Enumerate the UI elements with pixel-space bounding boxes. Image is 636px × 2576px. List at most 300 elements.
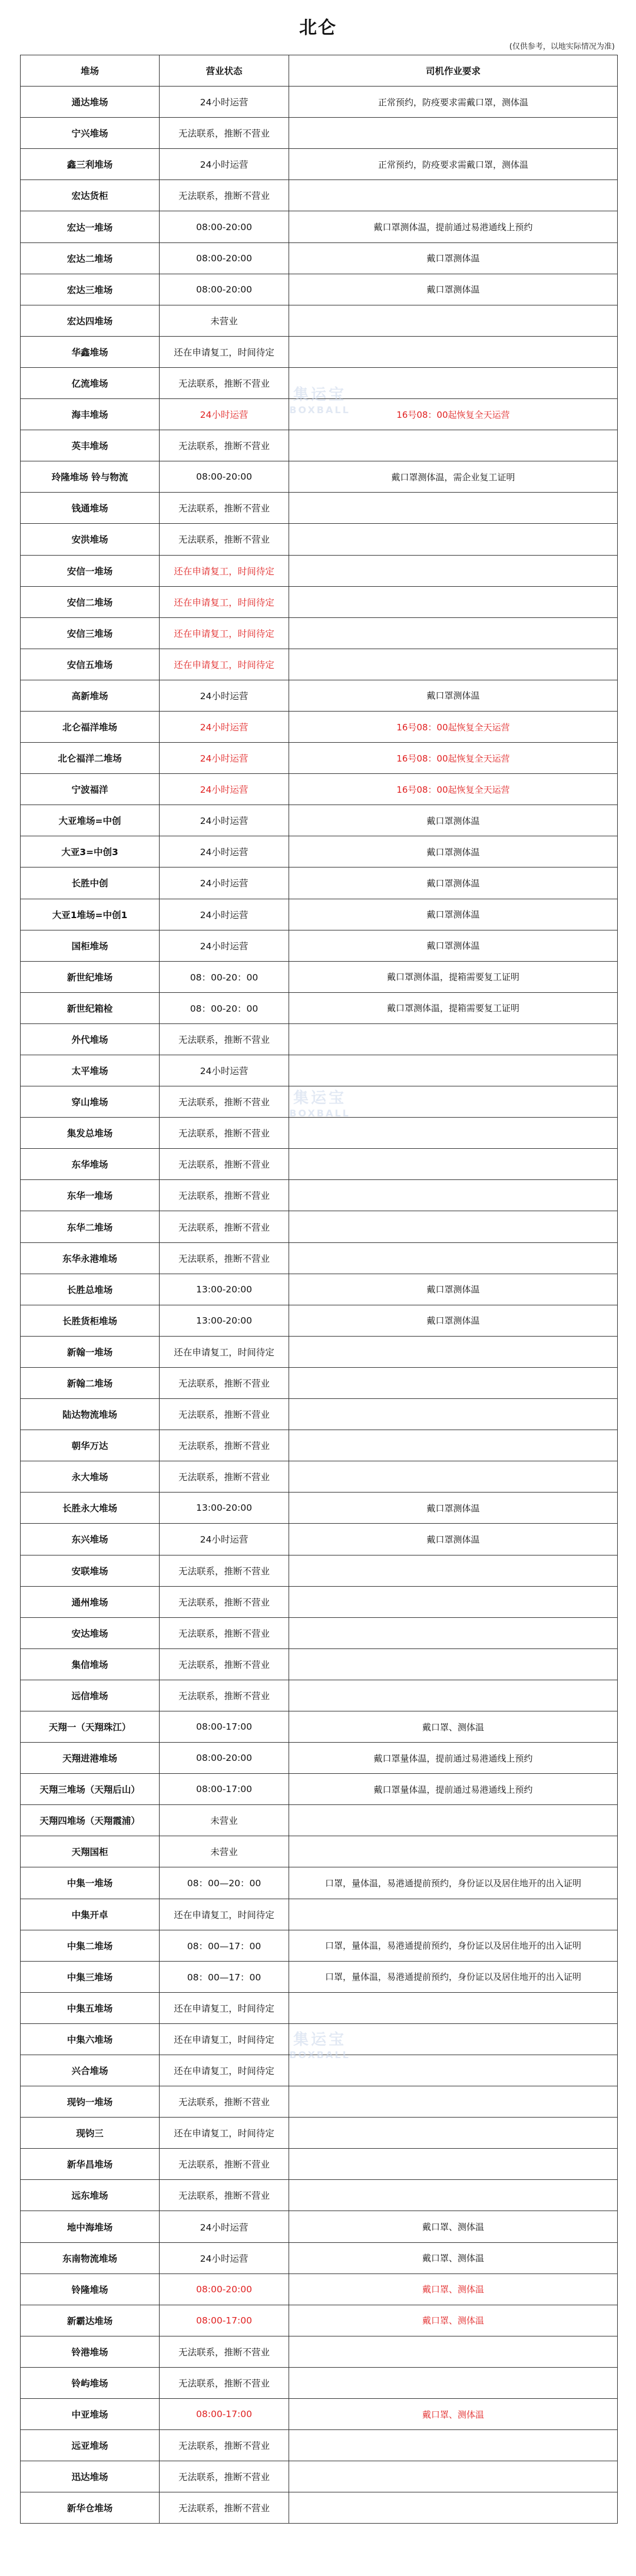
table-row [21,1305,618,1336]
table-row [21,2118,618,2149]
status-cell: 无法联系，推断不营业 [160,1211,289,1242]
requirements-cell: 16号08：00起恢复全天运营 [289,399,618,430]
table-row [21,2461,618,2492]
yard-name-cell: 宏达一堆场 [21,211,160,242]
yard-name-cell: 大亚3=中创3 [21,836,160,867]
table-row [21,836,618,867]
status-cell: 08:00-20:00 [160,461,289,493]
requirements-cell [289,2023,618,2055]
requirements-cell [289,1023,618,1055]
yard-name-cell: 安洪堆场 [21,524,160,555]
status-cell: 无法联系，推断不营业 [160,1461,289,1493]
yard-name-cell: 英丰堆场 [21,430,160,461]
status-cell: 13:00-20:00 [160,1305,289,1336]
table-row [21,1867,618,1899]
table-row [21,680,618,711]
table-row [21,1961,618,1992]
yard-name-cell: 国柜堆场 [21,930,160,961]
requirements-cell: 戴口罩、测体温 [289,1711,618,1742]
status-cell: 无法联系，推断不营业 [160,1430,289,1461]
table-row [21,2273,618,2305]
yard-name-cell: 安信五堆场 [21,649,160,680]
yard-name-cell: 东华二堆场 [21,1211,160,1242]
table-row [21,1555,618,1586]
status-cell: 13:00-20:00 [160,1274,289,1305]
table-row [21,2367,618,2398]
requirements-cell: 戴口罩测体温 [289,899,618,930]
table-row [21,1055,618,1086]
requirements-cell: 正常预约，防疫要求需戴口罩，测体温 [289,87,618,118]
table-row [21,586,618,617]
status-cell: 无法联系，推断不营业 [160,2336,289,2367]
requirements-cell [289,524,618,555]
table-row [21,430,618,461]
table-row [21,555,618,586]
requirements-cell [289,649,618,680]
requirements-cell: 戴口罩测体温 [289,242,618,274]
table-row [21,149,618,180]
yard-name-cell: 安信二堆场 [21,586,160,617]
status-cell: 08:00-20:00 [160,211,289,242]
table-row [21,805,618,836]
yard-name-cell: 中亚堆场 [21,2399,160,2430]
table-row [21,2180,618,2211]
yard-name-cell: 中集五堆场 [21,1992,160,2023]
table-row [21,524,618,555]
yard-name-cell: 安联堆场 [21,1555,160,1586]
status-cell: 还在申请复工，时间待定 [160,1336,289,1367]
yard-name-cell: 天翔一（天翔珠江） [21,1711,160,1742]
requirements-cell [289,1149,618,1180]
status-cell: 无法联系，推断不营业 [160,2367,289,2398]
watermark-logo: 集运宝 BOXBALL [289,2031,350,2060]
status-cell: 未营业 [160,305,289,336]
yard-name-cell: 天翔四堆场（天翔霞浦） [21,1805,160,1836]
requirements-cell [289,1648,618,1680]
status-cell: 无法联系，推断不营业 [160,493,289,524]
status-cell: 还在申请复工，时间待定 [160,555,289,586]
status-cell: 24小时运营 [160,149,289,180]
yard-name-cell: 铃港堆场 [21,2336,160,2367]
status-cell: 24小时运营 [160,836,289,867]
yard-name-cell: 中集三堆场 [21,1961,160,1992]
status-cell: 未营业 [160,1805,289,1836]
table-row [21,1149,618,1180]
yard-name-cell: 新世纪箱检 [21,992,160,1023]
status-cell: 无法联系，推断不营业 [160,2492,289,2524]
header-status: 营业状态 [160,55,289,87]
yard-name-cell: 新华仓堆场 [21,2492,160,2524]
requirements-cell: 正常预约，防疫要求需戴口罩，测体温 [289,149,618,180]
status-cell: 13:00-20:00 [160,1493,289,1524]
requirements-cell [289,1586,618,1617]
requirements-cell [289,430,618,461]
yard-name-cell: 玲隆堆场 铃与物流 [21,461,160,493]
yard-name-cell: 迅达堆场 [21,2461,160,2492]
table-row [21,399,618,430]
yard-name-cell: 穿山堆场 [21,1086,160,1118]
requirements-cell [289,2118,618,2149]
status-cell: 无法联系，推断不营业 [160,1617,289,1648]
requirements-cell [289,118,618,149]
yard-name-cell: 长胜货柜堆场 [21,1305,160,1336]
yard-name-cell: 亿流堆场 [21,367,160,398]
requirements-cell [289,1461,618,1493]
requirements-cell [289,2180,618,2211]
status-cell: 无法联系，推断不营业 [160,367,289,398]
status-cell: 08:00-17:00 [160,1774,289,1805]
requirements-cell [289,2055,618,2086]
yard-name-cell: 铃屿堆场 [21,2367,160,2398]
requirements-cell [289,1805,618,1836]
table-row [21,2492,618,2524]
table-row [21,1805,618,1836]
status-cell: 08：00—20：00 [160,1867,289,1899]
requirements-cell [289,1899,618,1930]
status-cell: 无法联系，推断不营业 [160,1555,289,1586]
status-cell: 还在申请复工，时间待定 [160,617,289,649]
requirements-cell [289,493,618,524]
status-cell: 08:00-20:00 [160,2273,289,2305]
table-row [21,118,618,149]
requirements-cell: 戴口罩、测体温 [289,2305,618,2336]
status-cell: 无法联系，推断不营业 [160,2149,289,2180]
table-row [21,2055,618,2086]
status-cell: 还在申请复工，时间待定 [160,586,289,617]
table-row [21,1242,618,1274]
table-row [21,617,618,649]
requirements-cell: 戴口罩测体温，提前通过易港通线上预约 [289,211,618,242]
status-cell: 无法联系，推断不营业 [160,1399,289,1430]
table-row [21,367,618,398]
table-row [21,867,618,899]
yard-name-cell: 远亚堆场 [21,2430,160,2461]
status-cell: 无法联系，推断不营业 [160,1149,289,1180]
requirements-cell: 戴口罩测体温 [289,867,618,899]
requirements-cell [289,1836,618,1867]
table-row [21,1711,618,1742]
table-row [21,743,618,774]
yard-name-cell: 新霸达堆场 [21,2305,160,2336]
status-cell: 无法联系，推断不营业 [160,180,289,211]
requirements-cell [289,367,618,398]
status-cell: 08:00-20:00 [160,274,289,305]
status-cell: 24小时运营 [160,867,289,899]
table-row [21,305,618,336]
status-cell: 24小时运营 [160,2242,289,2273]
table-row [21,2399,618,2430]
requirements-cell [289,180,618,211]
yard-name-cell: 长胜中创 [21,867,160,899]
requirements-cell: 戴口罩测体温 [289,1493,618,1524]
status-cell: 24小时运营 [160,899,289,930]
yard-name-cell: 集信堆场 [21,1648,160,1680]
requirements-cell [289,1118,618,1149]
yard-name-cell: 宏达四堆场 [21,305,160,336]
status-cell: 24小时运营 [160,2211,289,2242]
yard-name-cell: 中集二堆场 [21,1930,160,1961]
status-cell: 24小时运营 [160,87,289,118]
table-row [21,649,618,680]
table-row [21,1336,618,1367]
table-row [21,493,618,524]
status-cell: 08:00-20:00 [160,1743,289,1774]
yard-name-cell: 东华永港堆场 [21,1242,160,1274]
status-cell: 还在申请复工，时间待定 [160,336,289,367]
status-cell: 无法联系，推断不营业 [160,1586,289,1617]
status-cell: 24小时运营 [160,1055,289,1086]
table-row [21,1086,618,1118]
yard-name-cell: 现钧三 [21,2118,160,2149]
status-cell: 无法联系，推断不营业 [160,1023,289,1055]
table-row [21,1836,618,1867]
requirements-cell [289,1430,618,1461]
table-row [21,1430,618,1461]
status-cell: 无法联系，推断不营业 [160,2461,289,2492]
requirements-cell: 口罩，量体温，易港通提前预约，身份证以及居住地开的出入证明 [289,1867,618,1899]
table-row [21,1524,618,1555]
table-row [21,274,618,305]
status-cell: 还在申请复工，时间待定 [160,649,289,680]
requirements-cell [289,2492,618,2524]
requirements-cell [289,617,618,649]
requirements-cell [289,1399,618,1430]
yard-name-cell: 陆达物流堆场 [21,1399,160,1430]
requirements-cell [289,1680,618,1711]
status-cell: 08:00-17:00 [160,1711,289,1742]
table-header-row [21,55,618,87]
table-row [21,1680,618,1711]
yard-name-cell: 宁波福洋 [21,774,160,805]
status-cell: 无法联系，推断不营业 [160,1180,289,1211]
status-cell: 还在申请复工，时间待定 [160,2118,289,2149]
table-row [21,242,618,274]
status-cell: 无法联系，推断不营业 [160,2430,289,2461]
requirements-cell [289,2461,618,2492]
yard-name-cell: 东兴堆场 [21,1524,160,1555]
status-cell: 无法联系，推断不营业 [160,2180,289,2211]
requirements-cell [289,2149,618,2180]
status-cell: 24小时运营 [160,774,289,805]
requirements-cell: 戴口罩测体温 [289,274,618,305]
yard-name-cell: 长胜永大堆场 [21,1493,160,1524]
table-row [21,2242,618,2273]
yard-name-cell: 远东堆场 [21,2180,160,2211]
yard-name-cell: 通州堆场 [21,1586,160,1617]
requirements-cell: 戴口罩、测体温 [289,2399,618,2430]
requirements-cell [289,586,618,617]
yard-name-cell: 兴合堆场 [21,2055,160,2086]
table-row [21,1930,618,1961]
table-row [21,1274,618,1305]
requirements-cell: 戴口罩测体温 [289,1305,618,1336]
yard-name-cell: 通达堆场 [21,87,160,118]
requirements-cell [289,305,618,336]
table-row [21,2336,618,2367]
requirements-cell [289,1211,618,1242]
yard-name-cell: 新华昌堆场 [21,2149,160,2180]
table-row [21,1399,618,1430]
table-row [21,992,618,1023]
status-cell: 24小时运营 [160,805,289,836]
yard-status-table [20,55,618,2524]
requirements-cell [289,336,618,367]
table-row [21,1899,618,1930]
yard-name-cell: 长胜总堆场 [21,1274,160,1305]
header-requirements: 司机作业要求 [289,55,618,87]
table-row [21,2305,618,2336]
table-row [21,1367,618,1398]
requirements-cell: 戴口罩测体温 [289,836,618,867]
table-row [21,1617,618,1648]
status-cell: 无法联系，推断不营业 [160,2086,289,2118]
table-row [21,1648,618,1680]
yard-name-cell: 鑫三利堆场 [21,149,160,180]
table-row [21,899,618,930]
yard-name-cell: 新翰一堆场 [21,1336,160,1367]
requirements-cell: 戴口罩、测体温 [289,2273,618,2305]
yard-name-cell: 钱通堆场 [21,493,160,524]
table-row [21,87,618,118]
table-row [21,1023,618,1055]
yard-name-cell: 朝华万达 [21,1430,160,1461]
status-cell: 08：00—17：00 [160,1930,289,1961]
status-cell: 无法联系，推断不营业 [160,1242,289,1274]
yard-name-cell: 现钧一堆场 [21,2086,160,2118]
yard-name-cell: 中集开卓 [21,1899,160,1930]
table-row [21,2149,618,2180]
requirements-cell: 戴口罩测体温 [289,805,618,836]
yard-name-cell: 东华堆场 [21,1149,160,1180]
yard-name-cell: 海丰堆场 [21,399,160,430]
status-cell: 还在申请复工，时间待定 [160,1899,289,1930]
table-row [21,1992,618,2023]
status-cell: 08:00-17:00 [160,2399,289,2430]
yard-name-cell: 天翔国柜 [21,1836,160,1867]
requirements-cell [289,2086,618,2118]
watermark-logo: 集运宝 BOXBALL [289,386,350,416]
requirements-cell: 16号08：00起恢复全天运营 [289,743,618,774]
yard-name-cell: 宁兴堆场 [21,118,160,149]
status-cell: 08：00—17：00 [160,1961,289,1992]
table-row [21,930,618,961]
yard-name-cell: 高新堆场 [21,680,160,711]
requirements-cell: 戴口罩测体温 [289,930,618,961]
yard-name-cell: 东华一堆场 [21,1180,160,1211]
table-row [21,774,618,805]
yard-name-cell: 新翰二堆场 [21,1367,160,1398]
page-title: 北仑 [299,18,337,38]
status-cell: 未营业 [160,1836,289,1867]
requirements-cell [289,1336,618,1367]
status-cell: 还在申请复工，时间待定 [160,1992,289,2023]
header-yard: 堆场 [21,55,160,87]
yard-name-cell: 铃隆堆场 [21,2273,160,2305]
table-row [21,1118,618,1149]
table-row [21,2023,618,2055]
yard-name-cell: 宏达货柜 [21,180,160,211]
status-cell: 24小时运营 [160,711,289,742]
status-cell: 08:00-17:00 [160,2305,289,2336]
status-cell: 24小时运营 [160,930,289,961]
status-cell: 24小时运营 [160,680,289,711]
table-row [21,1774,618,1805]
status-cell: 无法联系，推断不营业 [160,1118,289,1149]
requirements-cell: 戴口罩测体温 [289,1274,618,1305]
table-row [21,711,618,742]
status-cell: 还在申请复工，时间待定 [160,2023,289,2055]
table-row [21,1180,618,1211]
yard-name-cell: 北仑福洋二堆场 [21,743,160,774]
yard-name-cell: 安信三堆场 [21,617,160,649]
yard-name-cell: 宏达三堆场 [21,274,160,305]
yard-name-cell: 天翔进港堆场 [21,1743,160,1774]
requirements-cell [289,555,618,586]
status-cell: 08：00-20：00 [160,992,289,1023]
table-row [21,1211,618,1242]
table-row [21,336,618,367]
table-row [21,961,618,992]
disclaimer-note: (仅供参考，以地实际情况为准) [509,42,615,51]
table-row [21,1461,618,1493]
status-cell: 24小时运营 [160,399,289,430]
status-cell: 08：00-20：00 [160,961,289,992]
table-row [21,1586,618,1617]
yard-name-cell: 天翔三堆场（天翔后山） [21,1774,160,1805]
requirements-cell [289,2430,618,2461]
requirements-cell: 戴口罩测体温，提箱需要复工证明 [289,961,618,992]
yard-name-cell: 外代堆场 [21,1023,160,1055]
requirements-cell [289,2367,618,2398]
yard-name-cell: 东南物流堆场 [21,2242,160,2273]
status-cell: 24小时运营 [160,743,289,774]
table-row [21,2211,618,2242]
table-row [21,1743,618,1774]
yard-name-cell: 大亚1堆场=中创1 [21,899,160,930]
status-cell: 无法联系，推断不营业 [160,1648,289,1680]
requirements-cell [289,1055,618,1086]
yard-name-cell: 安达堆场 [21,1617,160,1648]
table-row [21,2430,618,2461]
requirements-cell: 戴口罩、测体温 [289,2211,618,2242]
requirements-cell [289,1180,618,1211]
requirements-cell [289,1555,618,1586]
status-cell: 24小时运营 [160,1524,289,1555]
requirements-cell: 戴口罩测体温，需企业复工证明 [289,461,618,493]
table-row [21,461,618,493]
requirements-cell [289,2336,618,2367]
table-row [21,180,618,211]
requirements-cell: 戴口罩量体温，提前通过易港通线上预约 [289,1774,618,1805]
requirements-cell: 戴口罩、测体温 [289,2242,618,2273]
yard-name-cell: 新世纪堆场 [21,961,160,992]
yard-name-cell: 远信堆场 [21,1680,160,1711]
yard-name-cell: 太平堆场 [21,1055,160,1086]
table-row [21,211,618,242]
requirements-cell: 戴口罩测体温 [289,680,618,711]
status-cell: 无法联系，推断不营业 [160,524,289,555]
status-cell: 无法联系，推断不营业 [160,1086,289,1118]
yard-name-cell: 中集一堆场 [21,1867,160,1899]
table-row [21,2086,618,2118]
yard-name-cell: 安信一堆场 [21,555,160,586]
yard-name-cell: 大亚堆场=中创 [21,805,160,836]
requirements-cell: 戴口罩测体温 [289,1524,618,1555]
status-cell: 无法联系，推断不营业 [160,1367,289,1398]
requirements-cell: 戴口罩测体温，提箱需要复工证明 [289,992,618,1023]
requirements-cell [289,1242,618,1274]
requirements-cell [289,1367,618,1398]
